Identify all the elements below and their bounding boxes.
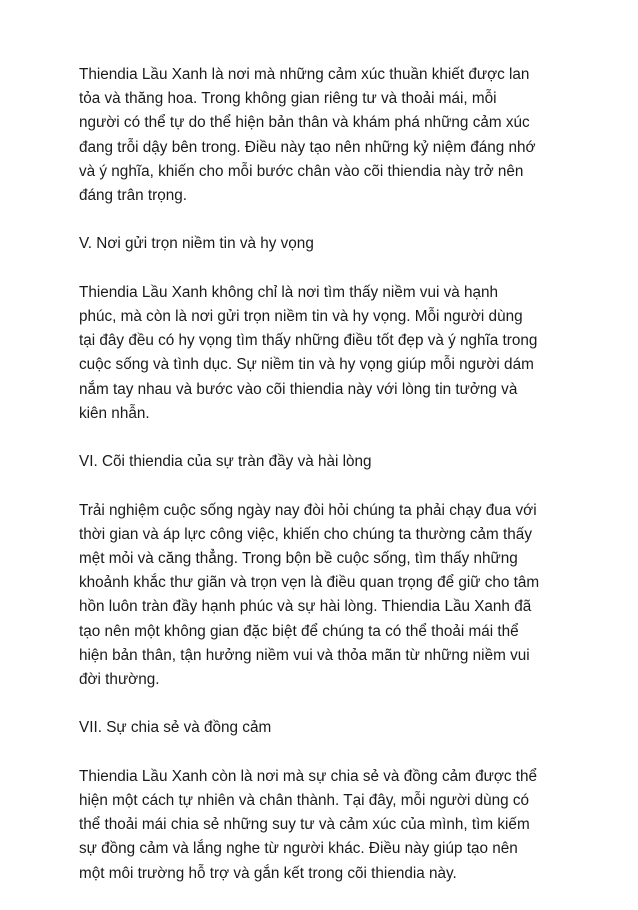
heading-text: VI. Cõi thiendia của sự tràn đầy và hài lòng xyxy=(79,453,372,471)
text-line: tỏa và thăng hoa. Trong không gian riêng tư và thoải mái, mỗi xyxy=(79,90,497,108)
text-line: người có thể tự do thể hiện bản thân và khám phá những cảm xúc xyxy=(79,114,530,132)
heading-text: VII. Sự chia sẻ và đồng cảm xyxy=(79,719,272,737)
heading-text: V. Nơi gửi trọn niềm tin và hy vọng xyxy=(79,235,314,253)
paragraph-section-vii xyxy=(79,765,569,886)
paragraph-section-vi xyxy=(79,499,569,693)
text-line: Thiendia Lầu Xanh không chỉ là nơi tìm thấy niềm vui và hạnh xyxy=(79,283,499,301)
text-line: Thiendia Lầu Xanh còn là nơi mà sự chia sẻ và đồng cảm được thể xyxy=(79,767,538,785)
document-body xyxy=(79,63,569,910)
text-line: hiện một cách tự nhiên và chân thành. Tại đây, mỗi người dùng có xyxy=(79,792,530,809)
text-line: tạo nên một không gian đặc biệt để chúng ta có thể thoải mái thể xyxy=(79,622,519,640)
text-line: hồn luôn tràn đầy hạnh phúc và sự hài lòng. Thiendia Lầu Xanh đã xyxy=(79,598,532,616)
text-line: thể thoải mái chia sẻ những suy tư và cảm xúc của mình, tìm kiếm xyxy=(79,816,530,834)
text-line: Trải nghiệm cuộc sống ngày nay đòi hỏi chúng ta phải chạy đua với xyxy=(79,501,537,519)
text-line: sự đồng cảm và lắng nghe từ người khác. Điều này giúp tạo nên xyxy=(79,840,518,858)
section-heading-v xyxy=(79,232,569,256)
text-line: một môi trường hỗ trợ và gắn kết trong cõi thiendia này. xyxy=(79,864,457,882)
text-line: và ý nghĩa, khiến cho mỗi bước chân vào cõi thiendia này trở nên xyxy=(79,162,524,180)
text-line: phúc, mà còn là nơi gửi trọn niềm tin và hy vọng. Mỗi người dùng xyxy=(79,308,523,325)
text-line: khoảnh khắc thư giãn và trọn vẹn là điều quan trọng để giữ cho tâm xyxy=(79,574,540,592)
text-line: tại đây đều có hy vọng tìm thấy những điều tốt đẹp và ý nghĩa trong xyxy=(79,332,538,350)
text-line: hiện bản thân, tận hưởng niềm vui và thỏa mãn từ những niềm vui xyxy=(79,646,530,664)
text-line: đang trỗi dậy bên trong. Điều này tạo nên những kỷ niệm đáng nhớ xyxy=(79,138,536,156)
section-heading-vi xyxy=(79,450,569,474)
text-line: đáng trân trọng. xyxy=(79,187,188,205)
text-line: đời thường. xyxy=(79,671,160,689)
section-heading-vii xyxy=(79,716,569,740)
text-line: kiên nhẫn. xyxy=(79,404,150,422)
text-line: Thiendia Lầu Xanh là nơi mà những cảm xúc thuần khiết được lan xyxy=(79,66,530,83)
text-line: nắm tay nhau và bước vào cõi thiendia này với lòng tin tưởng và xyxy=(79,380,518,398)
text-line: mệt mỏi và căng thẳng. Trong bộn bề cuộc sống, tìm thấy những xyxy=(79,550,518,567)
text-line: cuộc sống và tình dục. Sự niềm tin và hy vọng giúp mỗi người dám xyxy=(79,356,534,374)
paragraph-section-v xyxy=(79,281,569,426)
paragraph-intro xyxy=(79,63,569,208)
text-line: thời gian và áp lực công việc, khiến cho chúng ta thường cảm thấy xyxy=(79,525,532,543)
